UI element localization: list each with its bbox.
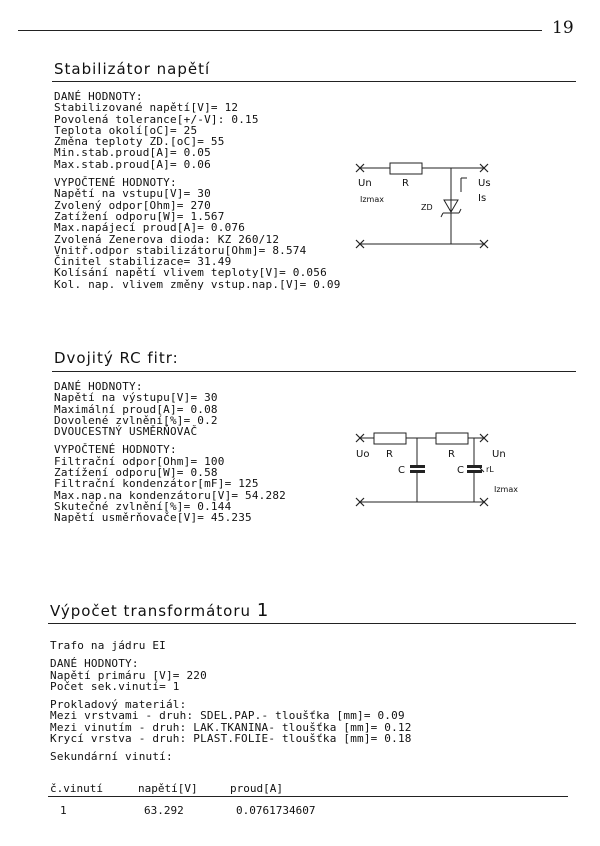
rc-filter-rule [52, 371, 576, 372]
capacitor-2-plate [467, 470, 482, 473]
label-r2: R [448, 449, 455, 460]
table-cell-voltage: 63.292 [144, 804, 184, 817]
given-value: Změna teploty ZD.[oC]= 55 [54, 135, 225, 149]
computed-value: Zvolená Zenerova dioda: KZ 260/12 [54, 232, 280, 246]
capacitor-2-plate [467, 465, 482, 468]
label-c1: C [398, 465, 405, 476]
capacitor-1-plate [410, 465, 425, 468]
stabilizer-values [54, 91, 341, 290]
given-value: Dovolené zvlnění[%]= 0.2 [54, 413, 218, 427]
resistor-2 [436, 433, 468, 444]
given-value: Min.stab.proud[A]= 0.05 [54, 146, 211, 160]
computed-value: Vnitř.odpor stabilizátoru[Ohm]= 8.574 [54, 243, 307, 257]
computed-value: Filtrační odpor[Ohm]= 100 [54, 454, 225, 468]
given-value: Teplota okolí[oC]= 25 [54, 123, 198, 137]
computed-value: Kol. nap. vlivem změny vstup.nap.[V]= 0.09 [54, 277, 341, 291]
label-un: Un [492, 449, 506, 460]
table-header-winding: č.vinutí [50, 782, 103, 795]
table-rule [48, 796, 568, 797]
computed-value: Činitel stabilizace= 31.49 [54, 255, 232, 269]
resistor [390, 163, 422, 174]
label-un: Un [358, 178, 372, 189]
given-value: Max.stab.proud[A]= 0.06 [54, 157, 211, 171]
stabilizer-rule [52, 81, 576, 82]
given-value: Napětí na výstupu[V]= 30 [54, 391, 218, 405]
label-izmax: Izmax [494, 485, 518, 494]
transformer-title-number: 1 [256, 600, 270, 621]
table-cell-current: 0.0761734607 [236, 804, 316, 817]
label-r: R [402, 178, 409, 189]
given-value: Stabilizované napětí[V]= 12 [54, 101, 239, 115]
label-us: Us [478, 178, 491, 189]
transformer-rule [48, 623, 576, 624]
computed-value: Filtrační kondenzátor[mF]= 125 [54, 477, 259, 491]
insulation-value: Mezi vrstvami - druh: SDEL.PAP.- tloušťka [mm]= 0.09 [50, 709, 405, 723]
insulation-header: Prokladový materiál: [50, 698, 187, 712]
computed-value: Zatížení odporu[W]= 1.567 [54, 209, 225, 223]
stabilizer-title: Stabilizátor napětí [54, 60, 211, 78]
label-r1: R [386, 449, 393, 460]
given-value: Povolená tolerance[+/-V]: 0.15 [54, 112, 259, 126]
computed-value: Kolísání napětí vlivem teploty[V]= 0.056 [54, 266, 327, 280]
computed-value: Max.nap.na kondenzátoru[V]= 54.282 [54, 488, 286, 502]
given-value: DVOUCESTNÝ USMĚRŇOVAČ [54, 425, 198, 439]
label-is: Is [478, 193, 487, 204]
rc-filter-title: Dvojitý RC fitr: [54, 349, 179, 367]
transformer-title [50, 600, 269, 621]
given-header: DANÉ HODNOTY: [50, 657, 139, 671]
label-uo: Uo [356, 449, 370, 460]
transformer-title-text: Výpočet transformátoru [50, 602, 252, 620]
table-header-voltage: napětí[V] [138, 782, 198, 795]
given-value: Napětí primáru [V]= 220 [50, 668, 207, 682]
table-cell-winding: 1 [60, 804, 67, 817]
insulation-value: Mezi vinutím - druh: LAK.TKANINA- tloušťka [mm]= 0.12 [50, 720, 412, 734]
label-izmax: Izmax [360, 195, 384, 204]
given-header: DANÉ HODNOTY: [54, 380, 143, 393]
capacitor-1-plate [410, 470, 425, 473]
label-zd: ZD [421, 203, 433, 212]
header-rule [18, 30, 542, 31]
rc-filter-values [54, 381, 286, 524]
label-rl: rL [486, 465, 494, 474]
computed-header: VYPOČTENÉ HODNOTY: [54, 443, 177, 457]
given-value: Maximální proud[A]= 0.08 [54, 402, 218, 416]
page-number: 19 [552, 18, 574, 38]
computed-value: Skutečné zvlnění[%]= 0.144 [54, 499, 232, 513]
computed-value: Napětí usměrňovače[V]= 45.235 [54, 511, 252, 525]
given-value: Počet sek.vinutí= 1 [50, 679, 180, 693]
zener-diode-symbol [444, 200, 458, 212]
core-type: Trafo na jádru EI [50, 639, 166, 652]
computed-value: Max.napájecí proud[A]= 0.076 [54, 221, 246, 235]
table-header-current: proud[A] [230, 782, 283, 795]
computed-header: VYPOČTENÉ HODNOTY: [54, 176, 177, 190]
transformer-values [50, 640, 412, 763]
secondary-header: Sekundární vinutí: [50, 750, 173, 764]
insulation-value: Krycí vrstva - druh: PLAST.FOLIE- tloušťka [mm]= 0.18 [50, 732, 412, 746]
computed-value: Zvolený odpor[Ohm]= 270 [54, 198, 211, 212]
resistor-1 [374, 433, 406, 444]
computed-value: Zatížení odporu[W]= 0.58 [54, 466, 218, 480]
given-header: DANÉ HODNOTY: [54, 90, 143, 103]
label-c2: C [457, 465, 464, 476]
computed-value: Napětí na vstupu[V]= 30 [54, 187, 211, 201]
